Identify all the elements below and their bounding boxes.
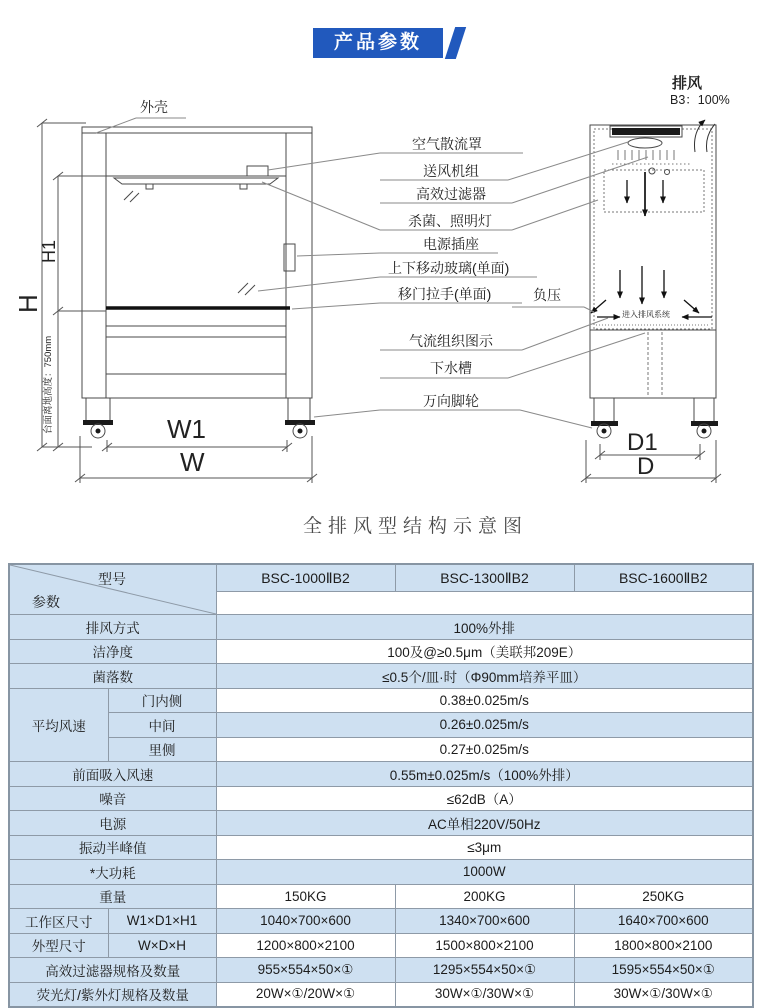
table-row-front-intake (9, 762, 753, 787)
table-row-exhaust-mode (9, 615, 753, 640)
row-value: ≤62dB（A） (216, 786, 753, 811)
corner-model-label: 型号 (98, 571, 126, 587)
row-value: 1040×700×600 (216, 909, 395, 934)
label-hepa-filter: 高效过滤器 (416, 186, 486, 202)
row-value: 1340×700×600 (395, 909, 574, 934)
dim-w1: W1 (167, 414, 206, 444)
row-value: ≤3μm (216, 835, 753, 860)
row-value: 200KG (395, 884, 574, 909)
table-row-work-area (9, 909, 753, 934)
row-value: 1640×700×600 (574, 909, 753, 934)
row-value: 0.38±0.025m/s (216, 688, 753, 713)
label-uv-lamp: 杀菌、照明灯 (408, 213, 492, 229)
row-value: 250KG (574, 884, 753, 909)
row-dims: W×D×H (108, 933, 216, 958)
row-value: 20W×①/20W×① (216, 982, 395, 1007)
row-label: 洁净度 (9, 639, 216, 664)
row-sublabel: 中间 (108, 713, 216, 738)
table-row-power-supply (9, 811, 753, 836)
row-label: 荧光灯/紫外灯规格及数量 (9, 982, 216, 1007)
row-value: 30W×①/30W×① (395, 982, 574, 1007)
row-label: 菌落数 (9, 664, 216, 689)
row-label: 电源 (9, 811, 216, 836)
row-label: 噪音 (9, 786, 216, 811)
model-name: BSC-1600ⅡB2 (574, 564, 753, 592)
row-label: 排风方式 (9, 615, 216, 640)
dim-h: H (13, 294, 43, 313)
row-value: 0.26±0.025m/s (216, 713, 753, 738)
row-sublabel: 门内侧 (108, 688, 216, 713)
label-negative-pressure: 负压 (533, 287, 561, 303)
row-label: 重量 (9, 884, 216, 909)
model-name: BSC-1300ⅡB2 (395, 564, 574, 592)
row-value: 1500×800×2100 (395, 933, 574, 958)
page-title: 产品参数 (313, 28, 443, 58)
corner-param-label: 参数 (32, 594, 60, 610)
dim-d: D (637, 453, 655, 480)
label-door-handle: 移门拉手(单面) (398, 286, 492, 302)
table-row-avg-speed-inner (9, 737, 753, 762)
row-value: AC单相220V/50Hz (216, 811, 753, 836)
label-exhaust: 排风 (672, 75, 703, 92)
row-value: ≤0.5个/皿·时（Φ90mm培养平皿） (216, 664, 753, 689)
table-row-noise (9, 786, 753, 811)
empty-cell (216, 592, 753, 615)
label-exhaust-ratio: B3：100% (670, 93, 730, 107)
table-row-models (9, 564, 753, 592)
row-value: 1200×800×2100 (216, 933, 395, 958)
row-value: 0.55m±0.025m/s（100%外排） (216, 762, 753, 787)
row-value: 1800×800×2100 (574, 933, 753, 958)
label-worktop-height: 台面离地高度：750mm (43, 335, 54, 434)
row-label: 外型尺寸 (9, 933, 108, 958)
row-label: 工作区尺寸 (9, 909, 108, 934)
table-row-weight (9, 884, 753, 909)
label-airflow-diagram: 气流组织图示 (409, 333, 493, 349)
label-drain-sink: 下水槽 (430, 360, 472, 376)
row-value: 1295×554×50×① (395, 958, 574, 983)
row-value: 1595×554×50×① (574, 958, 753, 983)
row-label: 振动半峰值 (9, 835, 216, 860)
row-value: 955×554×50×① (216, 958, 395, 983)
label-into-exhaust-system: 进入排风系统 (622, 310, 670, 319)
corner-cell (9, 564, 216, 615)
row-value: 1000W (216, 860, 753, 885)
table-row-max-power (9, 860, 753, 885)
row-label: 前面吸入风速 (9, 762, 216, 787)
row-sublabel: 里侧 (108, 737, 216, 762)
model-name: BSC-1000ⅡB2 (216, 564, 395, 592)
table-row-avg-speed-door (9, 688, 753, 713)
diagram-caption: 全排风型结构示意图 (303, 516, 529, 537)
row-value: 100%外排 (216, 615, 753, 640)
row-label: 平均风速 (9, 688, 108, 762)
label-fan-unit: 送风机组 (423, 163, 479, 179)
row-value: 150KG (216, 884, 395, 909)
spec-table (8, 563, 754, 1008)
dimension-lines (37, 119, 721, 483)
table-row-lamp-spec (9, 982, 753, 1007)
row-dims: W1×D1×H1 (108, 909, 216, 934)
label-air-diffuser: 空气散流罩 (412, 136, 482, 152)
dim-d1: D1 (627, 429, 658, 456)
row-label: *大功耗 (9, 860, 216, 885)
dim-h1: H1 (39, 239, 59, 263)
side-view (590, 120, 718, 438)
label-sliding-glass: 上下移动玻璃(单面) (388, 260, 510, 276)
front-view (82, 127, 315, 438)
row-value: 0.27±0.025m/s (216, 737, 753, 762)
table-row-outer-size (9, 933, 753, 958)
label-shell: 外壳 (140, 99, 168, 115)
row-value: 100及@≥0.5μm（美联邦209E） (216, 639, 753, 664)
table-row-hepa-spec (9, 958, 753, 983)
row-label: 高效过滤器规格及数量 (9, 958, 216, 983)
row-value: 30W×①/30W×① (574, 982, 753, 1007)
table-row-avg-speed-middle (9, 713, 753, 738)
dim-w: W (180, 447, 205, 477)
label-power-socket: 电源插座 (423, 236, 479, 252)
table-row-cleanliness (9, 639, 753, 664)
label-caster: 万向脚轮 (423, 393, 479, 409)
table-row-vibration (9, 835, 753, 860)
table-row-colony-count (9, 664, 753, 689)
leader-lines (96, 118, 648, 428)
